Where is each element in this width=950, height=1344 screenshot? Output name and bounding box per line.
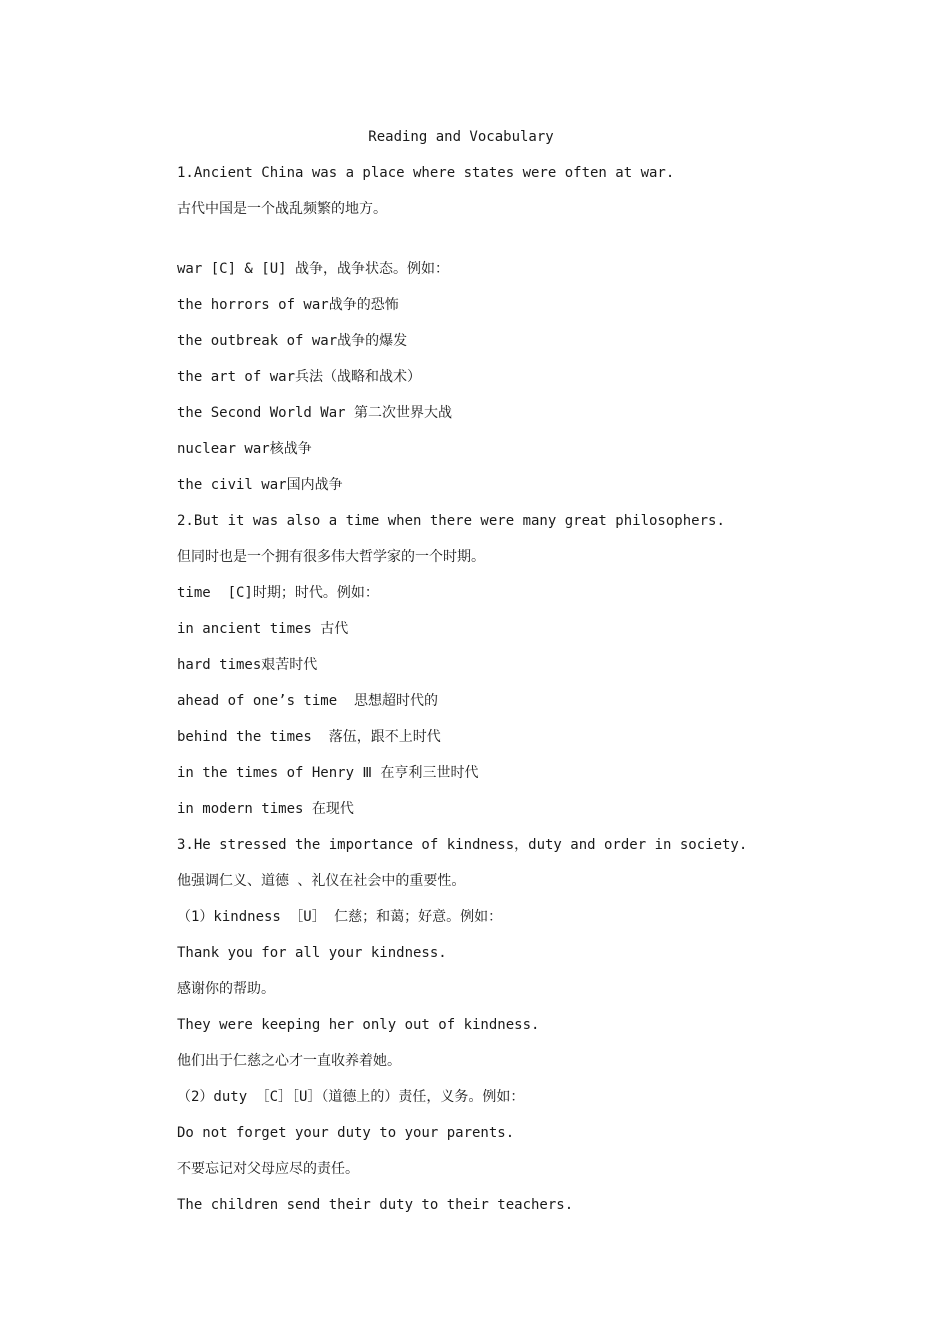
example-english: The children send their duty to their teachers. bbox=[177, 1197, 574, 1213]
vocab-example: behind the times 落伍，跟不上时代 bbox=[177, 729, 441, 745]
document-body bbox=[177, 162, 917, 1230]
vocab-war-definition: war [C] & [U] 战争，战争状态。例如： bbox=[177, 261, 450, 277]
sentence-3-chinese: 他强调仁义、道德 、礼仪在社会中的重要性。 bbox=[177, 873, 466, 889]
vocab-kindness-definition: （1）kindness ［U］ 仁慈；和蔼；好意。例如： bbox=[177, 909, 503, 925]
vocab-example: nuclear war核战争 bbox=[177, 441, 312, 457]
sentence-1-chinese: 古代中国是一个战乱频繁的地方。 bbox=[177, 201, 387, 217]
example-english: They were keeping her only out of kindness. bbox=[177, 1017, 540, 1033]
sentence-3-english: 3.He stressed the importance of kindness，duty and order in society. bbox=[177, 837, 748, 853]
vocab-example: in the times of Henry Ⅲ 在亨利三世时代 bbox=[177, 765, 479, 781]
vocab-example: ahead of one’s time 思想超时代的 bbox=[177, 693, 439, 709]
document-title: Reading and Vocabulary bbox=[368, 129, 554, 145]
example-english: Do not forget your duty to your parents. bbox=[177, 1125, 515, 1141]
vocab-example: in ancient times 古代 bbox=[177, 621, 349, 637]
vocab-example: the civil war国内战争 bbox=[177, 477, 343, 493]
sentence-2-english: 2.But it was also a time when there were many great philosophers. bbox=[177, 513, 725, 529]
example-chinese: 他们出于仁慈之心才一直收养着她。 bbox=[177, 1053, 401, 1069]
sentence-2-chinese: 但同时也是一个拥有很多伟大哲学家的一个时期。 bbox=[177, 549, 485, 565]
example-english: Thank you for all your kindness. bbox=[177, 945, 447, 961]
vocab-example: the horrors of war战争的恐怖 bbox=[177, 297, 399, 313]
vocab-example: the Second World War 第二次世界大战 bbox=[177, 405, 453, 421]
vocab-example: the outbreak of war战争的爆发 bbox=[177, 333, 408, 349]
vocab-example: hard times艰苦时代 bbox=[177, 657, 318, 673]
example-chinese: 感谢你的帮助。 bbox=[177, 981, 275, 997]
sentence-1-english: 1.Ancient China was a place where states were often at war. bbox=[177, 165, 675, 181]
vocab-duty-definition: （2）duty ［C］［U］（道德上的）责任，义务。例如： bbox=[177, 1089, 525, 1105]
vocab-example: in modern times 在现代 bbox=[177, 801, 354, 817]
vocab-example: the art of war兵法（战略和战术） bbox=[177, 369, 422, 385]
example-chinese: 不要忘记对父母应尽的责任。 bbox=[177, 1161, 359, 1177]
vocab-time-definition: time [C]时期；时代。例如： bbox=[177, 585, 379, 601]
